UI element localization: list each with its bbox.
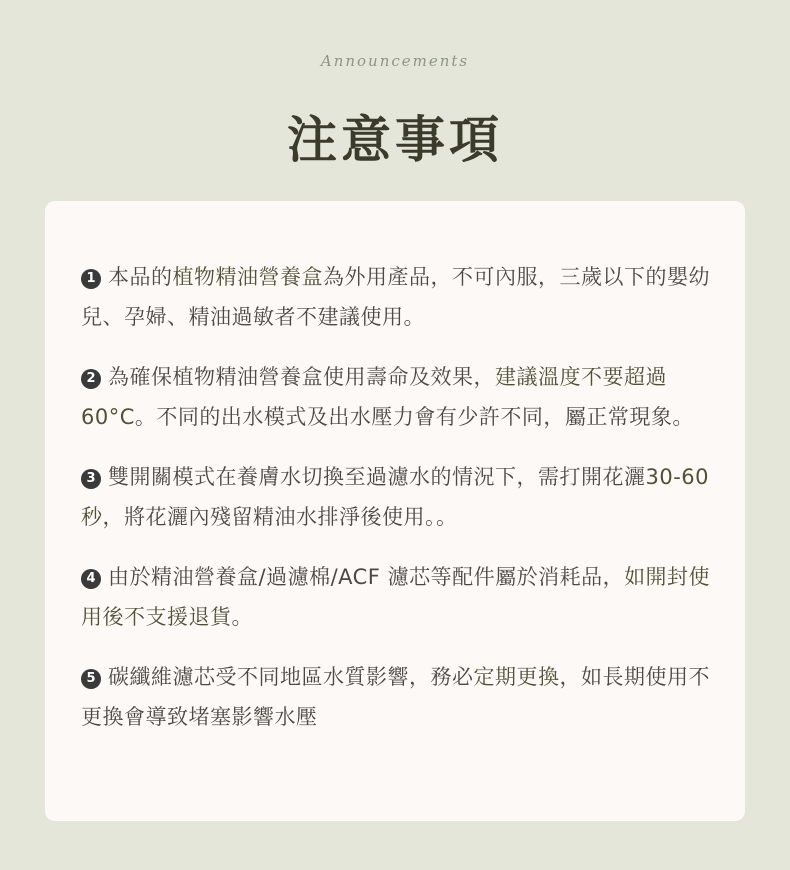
- notice-text: 為確保植物精油營養盒使用壽命及效果，: [108, 365, 495, 389]
- number-badge-icon: 4: [81, 569, 101, 589]
- notice-item-1: [81, 257, 721, 337]
- notice-text: 雙開關模式在養膚水切換至過濾水的情況下，需打開花灑: [108, 465, 646, 489]
- notice-item-2: [81, 357, 721, 437]
- notice-text: 碳纖維濾芯受不同地區水質影響，務必: [108, 665, 474, 689]
- number-badge-icon: 2: [81, 369, 101, 389]
- notice-highlight: 定期更換: [473, 665, 560, 689]
- notice-highlight: 如開封使用後不支援退貨: [81, 565, 711, 629]
- number-badge-icon: 1: [81, 269, 101, 289]
- notice-text: ，將花灑內殘留精油水排淨後使用。。: [102, 505, 458, 529]
- notice-text: 本品的: [108, 265, 173, 289]
- number-badge-icon: 5: [81, 669, 101, 689]
- announcements-eyebrow: Announcements: [320, 52, 470, 70]
- notice-text: 為外用產品，不可內服，三歲以下的嬰幼兒、孕婦、精油過敏者不建議使用。: [81, 265, 710, 329]
- notice-highlight: 30-60秒: [81, 465, 710, 529]
- notice-card: [45, 201, 745, 821]
- notice-text: 由於精油營養盒/過濾棉/ACF 濾芯等配件屬於消耗品，: [108, 565, 625, 589]
- page-title: 注意事項: [287, 111, 503, 169]
- notice-text: 。: [231, 605, 253, 629]
- notice-item-5: [81, 657, 721, 737]
- notice-text: ，如長期使用不更換會導致堵塞影響水壓: [81, 665, 710, 729]
- notice-item-3: [81, 457, 721, 537]
- notice-text: 。不同的出水模式及出水壓力會有少許不同，屬正常現象。: [134, 405, 694, 429]
- notice-item-4: [81, 557, 721, 637]
- notice-list: [81, 257, 721, 757]
- number-badge-icon: 3: [81, 469, 101, 489]
- notice-highlight: 植物精油營養盒: [172, 265, 323, 289]
- notice-highlight: 建議溫度不要超過60°C: [81, 365, 667, 429]
